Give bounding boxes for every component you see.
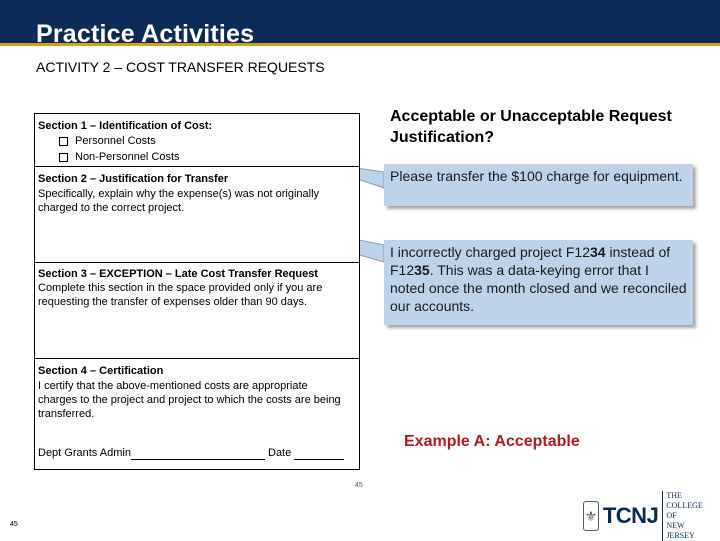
date-label: Date <box>268 447 292 459</box>
page-number-left: 45 <box>10 521 18 528</box>
checkbox-icon[interactable] <box>59 137 68 146</box>
section-divider <box>35 166 359 167</box>
personnel-costs-option[interactable] <box>59 134 156 148</box>
section3-title: Section 3 – EXCEPTION – Late Cost Transfer Request <box>38 268 318 280</box>
question-heading: Acceptable or Unacceptable Request Justification? <box>390 108 672 146</box>
section2-instructions: Specifically, explain why the expense(s) was not originally charged to the correct project. <box>38 188 320 214</box>
section1-title: Section 1 – Identification of Cost: <box>38 120 213 132</box>
logo-wordmark: TCNJ <box>602 503 659 528</box>
personnel-costs-label: Personnel Costs <box>75 135 156 147</box>
dept-grants-admin-label: Dept Grants Admin <box>38 447 131 459</box>
non-personnel-costs-option[interactable] <box>59 150 180 164</box>
activity-subtitle: ACTIVITY 2 – COST TRANSFER REQUESTS <box>36 59 325 75</box>
page-title: Practice Activities <box>36 20 255 48</box>
logo-college-name: THE COLLEGE OF NEW JERSEY <box>662 491 708 541</box>
section3-instructions: Complete this section in the space provided only if you are requesting the transfer of expenses older than 90 days. <box>38 282 323 308</box>
section4-title: Section 4 – Certification <box>38 365 164 377</box>
checkbox-icon[interactable] <box>59 153 68 162</box>
section4-certification-text: I certify that the above-mentioned costs are appropriate charges to the project and project to which the costs are being transferred. <box>38 380 341 420</box>
cost-transfer-form <box>34 113 360 470</box>
non-personnel-costs-label: Non-Personnel Costs <box>75 151 180 163</box>
college-seal-icon: ⚜ <box>583 501 599 531</box>
justification-callout-1: Please transfer the $100 charge for equipment. <box>384 164 693 206</box>
section-divider <box>35 358 359 359</box>
page-number-center: 45 <box>355 482 363 489</box>
tcnj-logo <box>583 491 708 540</box>
example-result-label: Example A: Acceptable <box>404 433 580 450</box>
justification-callout-2: I incorrectly charged project F1234 instead of F1235. This was a data-keying error that I noted once the month closed and we reconciled our accounts. <box>384 240 693 325</box>
date-signature-line[interactable] <box>294 449 344 460</box>
section-divider <box>35 262 359 263</box>
section2-title: Section 2 – Justification for Transfer <box>38 173 229 185</box>
admin-signature-line[interactable] <box>131 449 265 460</box>
signature-row <box>38 446 358 460</box>
